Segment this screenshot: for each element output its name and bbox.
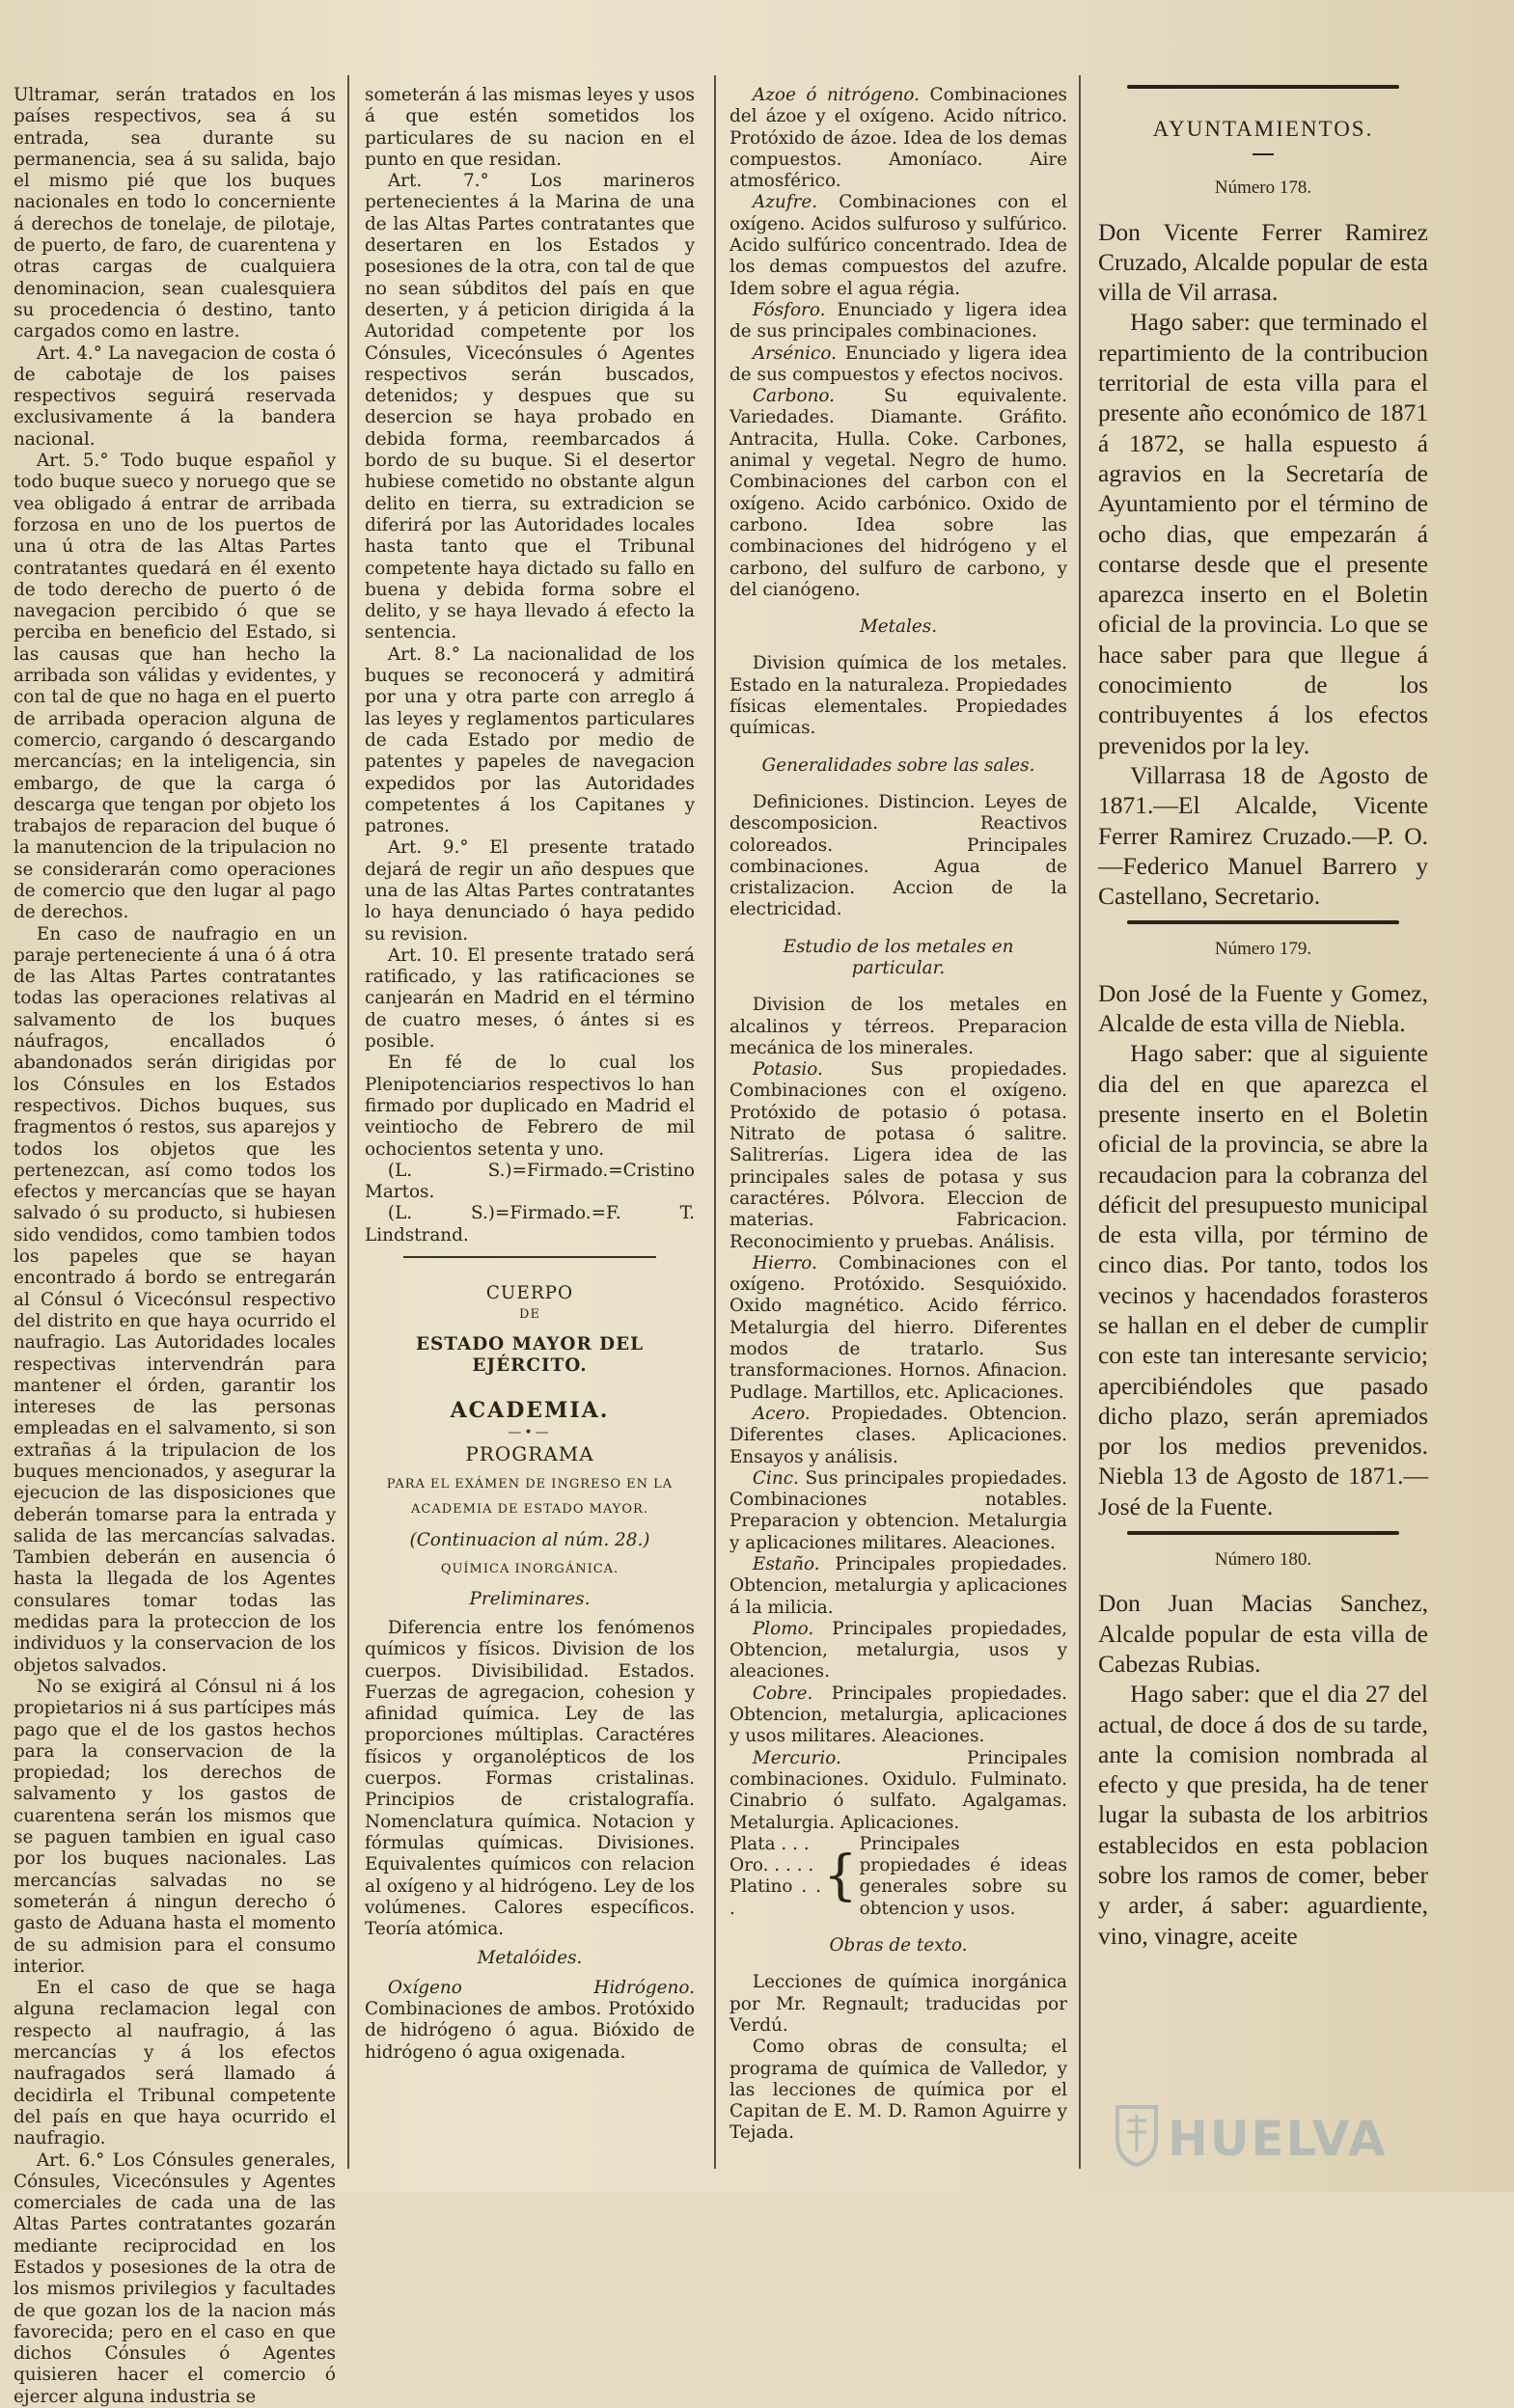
paragraph: Lecciones de química inorgánica por Mr. Regnault; traducidas por Verdú. — [729, 1972, 1067, 2037]
item-fosforo — [729, 300, 1067, 343]
paragraph: Art. 5.° Todo buque español y todo buque sueco y noruego que se vea obligado á entrar de arribada forzosa en uno de los puertos de una ú otra de las Altas Partes contratantes quedará en él exento de todo derecho de puerto ó de navegacion percibido ó que se perciba en beneficio del Estado, si las causas que han hecho la arribada son válidas y evidentes, y con tal de que no haga en el puerto de arribada operacion alguna de comercio, cargando ó descargando mercancías; en la inteligencia, sin embargo, de que la carga ó descarga que tengan por objeto los trabajos de reparacion del buque ó la manutencion de la tripulacion no se considerarán como operaciones de comercio que den lugar al pago de derechos. — [14, 451, 336, 924]
paragraph: Hago saber: que al siguiente dia del en que aparezca el presente inserto en el Boletin oficial de la provincia, se abre la recaudacion para la cobranza del déficit del presupuesto municipal de esta villa, por término de cinco dias. Por tanto, todos los vecinos y hacendados forasteros se hallan en el deber de cumplir con este tan interesante servicio; apercibiéndoles que pasado dicho plazo, serán apremiados por los medios prevenidos. Niebla 13 de Agosto de 1871.—José de la Fuente. — [1098, 1038, 1428, 1521]
notice-180 — [1098, 1588, 1428, 1951]
paragraph: Division química de los metales. Estado en la naturaleza. Propiedades físicas elementales. Propiedades químicas. — [729, 653, 1067, 739]
item-label: Azoe ó nitrógeno. — [753, 85, 920, 105]
item-text: Principales propiedades. Obtencion, metalurgia, aplicaciones y usos militares. Aleaciones. — [729, 1683, 1067, 1747]
item-potasio — [729, 1059, 1067, 1253]
short-dash — [1252, 153, 1274, 155]
paragraph: Art. 4.° La navegacion de costa ó de cabotaje de los paises respectivos seguirá reservada exclusivamente á la bandera nacional. — [14, 343, 336, 451]
item-acero — [729, 1404, 1067, 1468]
column-rule — [1079, 75, 1081, 2169]
item-text: Enunciado y ligera idea de sus principales combinaciones. — [729, 300, 1067, 342]
paragraph: Art. 8.° La nacionalidad de los buques se reconocerá y admitirá por una y otra parte con arreglo á las leyes y reglamentos particulares de cada Estado por medio de patentes y papeles de navegacion expedidos por las Autoridades competentes á los Capitanes y patrones. — [365, 644, 695, 838]
paragraph-oxigeno — [365, 1978, 695, 2064]
item-label: Cinc. — [753, 1468, 799, 1489]
paragraph: En caso de naufragio en un paraje perteneciente á una ó á otra de las Altas Partes contratantes todas las operaciones relativas al salvamento de los buques náufragos, encallados ó abandonados serán dirigidas por los Cónsules en los Estados respectivos. Dichos buques, sus fragmentos ó restos, sus aparejos y todos los objetos que les pertenezcan, así como todos los efectos y mercancías que se hayan salvado ó su producto, si hubiesen sido vendidos, como tambien todos los papeles que se hayan encontrado á bordo se entregarán al Cónsul ó Vicecónsul respectivo del distrito en que haya ocurrido el naufragio. Las Autoridades locales respectivas intervendrán para mantener el órden, garantir los intereses de las personas empleadas en el salvamento, si son extrañas á la tripulacion de los buques mencionados, y asegurar la ejecucion de las disposiciones que deberán tomarse para la entrada y salida de las mercancías salvadas. Tambien deberán en ausencia ó hasta la llegada de los Agentes consulares tomar todas las medidas para la proteccion de los individuos y la conservacion de los objetos salvados. — [14, 924, 336, 1677]
item-estano — [729, 1554, 1067, 1619]
paragraph: Art. 9.° El presente tratado dejará de regir un año despues que una de las Altas Partes contratantes lo haya denunciado ó haya pedido su revision. — [365, 837, 695, 944]
item-hierro — [729, 1253, 1067, 1404]
section-heading-cuerpo: CUERPO — [365, 1283, 695, 1304]
item-cobre — [729, 1683, 1067, 1748]
notice-number-179: Número 179. — [1098, 934, 1428, 964]
column-chemistry-program — [729, 85, 1067, 2159]
notice-number-180: Número 180. — [1098, 1545, 1428, 1574]
item-label: Mercurio. — [753, 1748, 841, 1768]
section-divider — [1127, 85, 1399, 89]
ornament-divider: —•— — [365, 1422, 695, 1443]
item-mercurio — [729, 1748, 1067, 1834]
paragraph: No se exigirá al Cónsul ni á los propietarios ni á sus partícipes más pago que el de los gastos hechos para la conservacion de la propiedad; los derechos de salvamento y los gastos de cuarentena serán los mismos que se paguen tambien en igual caso por los buques nacionales. Las mercancías salvadas no se someterán á ningun derecho ó gasto de Aduana hasta el momento de su admision para el consumo interior. — [14, 1677, 336, 1978]
paragraph: Definiciones. Distincion. Leyes de descomposicion. Reactivos coloreados. Principales combinaciones. Agua de cristalizacion. Accion de la electricidad. — [729, 792, 1067, 921]
item-arsenico — [729, 343, 1067, 387]
notice-178 — [1098, 217, 1428, 912]
paragraph: Don Vicente Ferrer Ramirez Cruzado, Alcalde popular de esta villa de Vil arrasa. — [1098, 217, 1428, 308]
item-text: Combinaciones con el oxígeno. Protóxido. Sesquióxido. Oxido magnético. Acido férrico. Metalurgia del hierro. Diferentes modos de tratarlo. Sus transformaciones. Hornos. Afinacion. Pudlage. Martillos, etc. Aplicaciones. — [729, 1253, 1067, 1403]
item-text: Principales propiedades. Obtencion, metalurgia y aplicaciones á la milicia. — [729, 1554, 1067, 1618]
item-text: Propiedades. Obtencion. Diferentes clases. Aplicaciones. Ensayos y análisis. — [729, 1404, 1067, 1467]
item-label: Potasio. — [753, 1059, 823, 1080]
watermark-text: HUELVA — [1168, 2111, 1388, 2167]
estudio-heading: Estudio de los metales en particular. — [729, 937, 1067, 980]
precious-metals-desc: Principales propiedades é ideas generales sobre su obtencion y usos. — [860, 1834, 1067, 1920]
metaloides-heading: Metalóides. — [365, 1948, 695, 1969]
item-text: Combinaciones con el oxígeno. Acidos sulfuroso y sulfúrico. Acido sulfúrico concentrado. Idea de los demas compuestos del azufre. Idem sobre el agua régia. — [729, 192, 1067, 298]
precious-metals-names — [729, 1834, 821, 1920]
paragraph: Villarrasa 18 de Agosto de 1871.—El Alcalde, Vicente Ferrer Ramirez Cruzado.—P. O.—Federico Manuel Barrero y Castellano, Secretario. — [1098, 760, 1428, 911]
section-divider — [403, 1256, 656, 1258]
item-azufre — [729, 192, 1067, 299]
signature-line: (L. S.)=Firmado.=F. T. Lindstrand. — [365, 1203, 695, 1246]
section-heading-de: DE — [365, 1304, 695, 1326]
section-divider — [1127, 920, 1399, 924]
item-label: Azufre. — [753, 192, 817, 212]
paragraph: Art. 7.° Los marineros pertenecientes á la Marina de una de las Altas Partes contratantes que desertaren en los Estados y posesiones de la otra, con tal de que no sean súbditos del país en que deserten, y á peticion dirigida á la Autoridad competente por los Cónsules, Vicecónsules ó Agentes respectivos serán buscados, detenidos; y despues que su desercion se haya probado en debida forma, reembarcados á bordo de su buque. Si el desertor hubiese cometido no obstante algun delito en tierra, su extradicion se diferirá por las Autoridades locales hasta tanto que el Tribunal competente haya dictado su fallo en buena y debida forma sobre el delito, y se haya llevado á efecto la sentencia. — [365, 171, 695, 644]
brace-glyph: { — [823, 1849, 858, 1903]
item-carbono — [729, 386, 1067, 601]
paragraph: Division de los metales en alcalinos y térreos. Preparacion mecánica de los minerales. — [729, 995, 1067, 1059]
item-label: Carbono. — [753, 386, 835, 406]
column-treaty-and-academy — [365, 85, 695, 2159]
paragraph: Como obras de consulta; el programa de química de Valledor, y las lecciones de química por el Capitan de E. M. D. Ramon Aguirre y Tejada. — [729, 2037, 1067, 2144]
metal-name-oro: Oro. . . . . — [729, 1855, 821, 1876]
item-label: Acero. — [753, 1404, 811, 1424]
programa-subheading: PARA EL EXÁMEN DE INGRESO EN LA ACADEMIA DE ESTADO MAYOR. — [365, 1472, 695, 1522]
item-label: Hierro. — [753, 1253, 817, 1273]
paragraph: Don Juan Macias Sanchez, Alcalde popular de esta villa de Cabezas Rubias. — [1098, 1588, 1428, 1679]
paragraph: Hago saber: que el dia 27 del actual, de doce á dos de su tarde, ante la comision nombrada al efecto y que presida, ha de tener lugar la subasta de los arbitrios establecidos en esta poblacion sobre los ramos de comer, beber y arder, á saber: aguardiente, vino, vinagre, aceite — [1098, 1679, 1428, 1951]
item-text: Su equivalente. Variedades. Diamante. Gráfito. Antracita, Hulla. Coke. Carbones, animal y vegetal. Negro de humo. Combinaciones del carbon con el oxígeno. Acido carbónico. Oxido de carbono. Idea sobre las combinaciones del hidrógeno y el carbono, del sulfuro de carbono, y del cianógeno. — [729, 386, 1067, 600]
paragraph: En el caso de que se haga alguna reclamacion legal con respecto al naufragio, á las mercancías y á los efectos naufragados será llamado á decidirla el Tribunal competente del país en que haya ocurrido el naufragio. — [14, 1978, 336, 2149]
item-plomo — [729, 1619, 1067, 1683]
section-heading-estado-mayor: ESTADO MAYOR DEL EJÉRCITO. — [365, 1334, 695, 1378]
notice-number-178: Número 178. — [1098, 173, 1428, 203]
item-text: Sus propiedades. Combinaciones con el oxígeno. Protóxido de potasio ó potasa. Nitrato de potasa ó salitre. Salitrerías. Ligera idea de las principales sales de potasa y sus caractéres. Pólvora. Eleccion de materias. Fabricacion. Reconocimiento y pruebas. Análisis. — [729, 1059, 1067, 1251]
chemistry-heading: QUÍMICA INORGÁNICA. — [365, 1559, 695, 1580]
item-azoe — [729, 85, 1067, 192]
paragraph: Art. 6.° Los Cónsules generales, Cónsules, Vicecónsules y Agentes comerciales de cada una de las Altas Partes contratantes gozarán mediante reciprocidad en los Estados y posesiones de la otra de los mismos privilegios y facultades de que gozan los de la nacion más favorecida; pero en el caso en que dichos Cónsules ó Agentes quisieren hacer el comercio ó ejercer alguna industria se — [14, 2150, 336, 2408]
ayuntamientos-heading: AYUNTAMIENTOS. — [1098, 114, 1428, 144]
item-label: Fósforo. — [753, 300, 826, 320]
paragraph: Diferencia entre los fenómenos químicos y físicos. Division de los cuerpos. Divisibilidad. Estados. Fuerzas de agregacion, cohesion y afinidad química. Ley de las proporciones múltiplas. Caractéres físicos y organolépticos de los cuerpos. Formas cristalinas. Principios de cristalografía. Nomenclatura química. Notacion y fórmulas químicas. Divisiones. Equivalentes químicos con relacion al oxígeno y al hidrógeno. Ley de los volúmenes. Calores específicos. Teoría atómica. — [365, 1618, 695, 1940]
signature-line: (L. S.)=Firmado.=Cristino Martos. — [365, 1161, 695, 1204]
metal-name-platino: Platino . . . — [729, 1876, 821, 1920]
column-rule — [714, 75, 716, 2169]
obras-heading: Obras de texto. — [729, 1935, 1067, 1956]
column-treaty-articles — [14, 85, 336, 2159]
paragraph: En fé de lo cual los Plenipotenciarios respectivos lo han firmado por duplicado en Madrid el veintiocho de Febrero de mil ochocientos setenta y uno. — [365, 1053, 695, 1160]
precious-metals-group — [729, 1834, 1067, 1920]
preliminares-heading: Preliminares. — [365, 1589, 695, 1610]
item-label: Estaño. — [753, 1554, 820, 1574]
item-text: Combinaciones de ambos. Protóxido de hidrógeno ó agua. Bióxido de hidrógeno ó agua oxigenada. — [365, 1999, 695, 2063]
item-label: Cobre. — [753, 1683, 812, 1704]
paragraph: Art. 10. El presente tratado será ratificado, y las ratificaciones se canjearán en Madrid en el término de cuatro meses, ó ántes si es posible. — [365, 945, 695, 1053]
item-text: Enunciado y ligera idea de sus compuestos y efectos nocivos. — [729, 343, 1067, 385]
paragraph: Hago saber: que terminado el repartimiento de la contribucion territorial de esta villa para el presente año económico de 1871 á 1872, se halla espuesto á agravios en la Secretaría de Ayuntamiento por el término de ocho dias, que empezarán á contarse desde que el presente aparezca inserto en el Boletin oficial de la provincia. Lo que se hace saber para que llegue á conocimiento de los contribuyentes á los efectos prevenidos por la ley. — [1098, 307, 1428, 759]
continuation-note: (Continuacion al núm. 28.) — [365, 1530, 695, 1551]
notice-179 — [1098, 978, 1428, 1521]
item-text: Principales combinaciones. Oxidulo. Fulminato. Cinabrio ó sulfato. Agalgamas. Metalurgia. Aplicaciones. — [729, 1748, 1067, 1833]
item-text: Sus principales propiedades. Combinaciones notables. Preparacion y obtencion. Metalurgia y aplicaciones militares. Aleaciones. — [729, 1468, 1067, 1553]
item-text: Principales propiedades, Obtencion, metalurgia, usos y aleaciones. — [729, 1619, 1067, 1683]
watermark-crest-icon — [1112, 2103, 1162, 2167]
metal-name-plata: Plata . . . — [729, 1834, 821, 1855]
column-ayuntamientos — [1098, 85, 1428, 2159]
item-label: Arsénico. — [753, 343, 837, 364]
generalidades-heading: Generalidades sobre las sales. — [729, 755, 1067, 777]
academy-heading: ACADEMIA. — [365, 1400, 695, 1421]
paragraph: Ultramar, serán tratados en los países respectivos, sea á su entrada, sea durante su permanencia, sea á su salida, bajo el mismo pié que los buques nacionales en todo lo concerniente á derechos de tonelaje, de pilotaje, de puerto, de faro, de cuarentena y otras cargas de cualquiera denominacion, sean cualesquiera su procedencia ó destino, tanto cargados como en lastre. — [14, 85, 336, 343]
section-divider — [1127, 1531, 1399, 1535]
column-rule — [347, 75, 349, 2169]
paragraph: someterán á las mismas leyes y usos á que estén sometidos los particulares de su nacion en el punto en que residan. — [365, 85, 695, 171]
programa-heading: PROGRAMA — [365, 1443, 695, 1464]
item-cinc — [729, 1468, 1067, 1554]
metales-heading: Metales. — [729, 616, 1067, 638]
paragraph: Don José de la Fuente y Gomez, Alcalde de esta villa de Niebla. — [1098, 978, 1428, 1039]
item-label: Plomo. — [753, 1619, 813, 1639]
item-text: Combinaciones del ázoe y el oxígeno. Acido nítrico. Protóxido de ázoe. Idea de los demas compuestos. Amoníaco. Aire atmosférico. — [729, 85, 1067, 191]
item-label: Oxígeno Hidrógeno. — [388, 1978, 695, 1998]
